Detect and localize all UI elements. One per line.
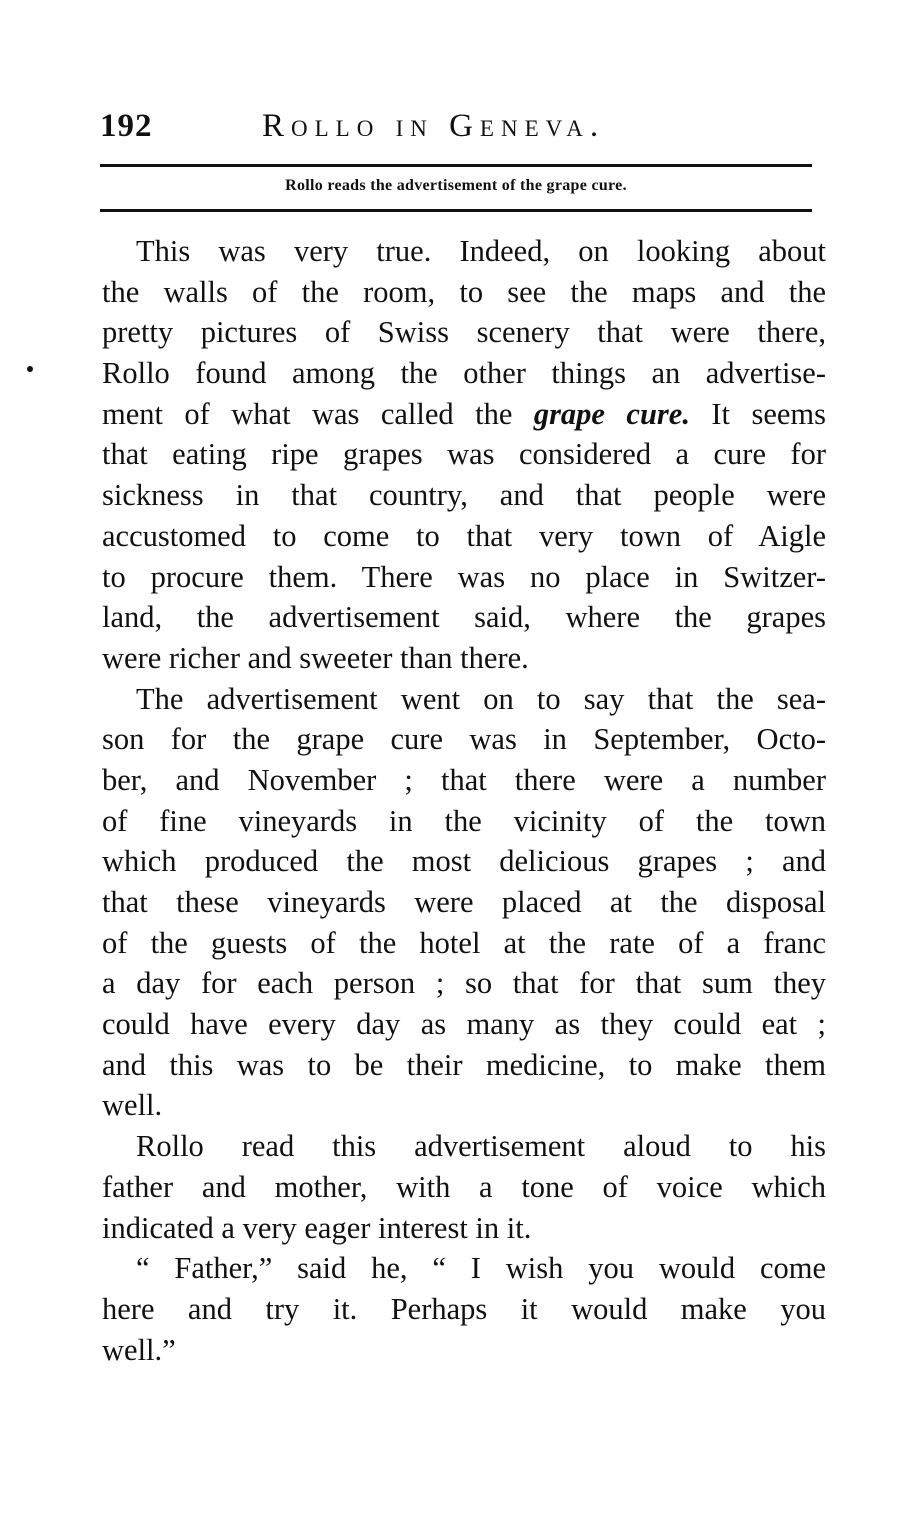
text-line: and this was to be their medicine, to make them — [102, 1047, 826, 1082]
text-line: Rollo found among the other things an advertise- — [102, 356, 826, 391]
text-line: the walls of the room, to see the maps and the — [102, 274, 826, 309]
text-line: could have every day as many as they could eat ; — [102, 1007, 826, 1042]
text-line: well.” — [102, 1332, 176, 1367]
text-line: here and try it. Perhaps it would make you — [102, 1291, 826, 1326]
text-line: indicated a very eager interest in it. — [102, 1210, 532, 1245]
text-line: which produced the most delicious grapes ; and — [102, 844, 826, 879]
page-number: 192 — [100, 108, 153, 144]
text-line: son for the grape cure was in September, Octo- — [102, 722, 826, 757]
text-line: father and mother, with a tone of voice which — [102, 1169, 826, 1204]
text-line-with-italic — [102, 394, 826, 435]
page-caption: Rollo reads the advertisement of the grape cure. — [285, 177, 627, 194]
text-line: Rollo read this advertisement aloud to his — [136, 1129, 826, 1164]
running-head — [100, 108, 820, 158]
text-line: of the guests of the hotel at the rate of a franc — [102, 925, 826, 960]
text-line: pretty pictures of Swiss scenery that were there, — [102, 315, 826, 350]
caption-bottom-rule — [100, 209, 812, 212]
text-line: that eating ripe grapes was considered a cure for — [102, 437, 826, 472]
text-line: The advertisement went on to say that the sea- — [136, 681, 826, 716]
text-line: This was very true. Indeed, on looking about — [136, 234, 826, 268]
text-line: land, the advertisement said, where the grapes — [102, 600, 826, 635]
text-segment: It seems — [689, 396, 826, 431]
text-line: accustomed to come to that very town of Aigle — [102, 518, 826, 553]
text-line: of fine vineyards in the vicinity of the town — [102, 803, 826, 838]
text-line: were richer and sweeter than there. — [102, 640, 529, 675]
text-line: well. — [102, 1088, 163, 1123]
italic-term: grape cure. — [533, 396, 690, 431]
text-line: to procure them. There was no place in Switzer- — [102, 559, 826, 594]
text-line: sickness in that country, and that people were — [102, 478, 826, 513]
caption-top-rule — [100, 164, 812, 167]
text-segment: ment of what was called the — [102, 396, 534, 431]
text-line: that these vineyards were placed at the disposal — [102, 885, 826, 919]
text-line: a day for each person ; so that for that sum they — [102, 966, 826, 1001]
body-text — [102, 231, 826, 1370]
text-line: ber, and November ; that there were a number — [102, 762, 826, 797]
book-title: Rollo in Geneva. — [262, 108, 606, 144]
text-line: “ Father,” said he, “ I wish you would come — [136, 1251, 826, 1286]
margin-ink-dot — [27, 366, 33, 372]
